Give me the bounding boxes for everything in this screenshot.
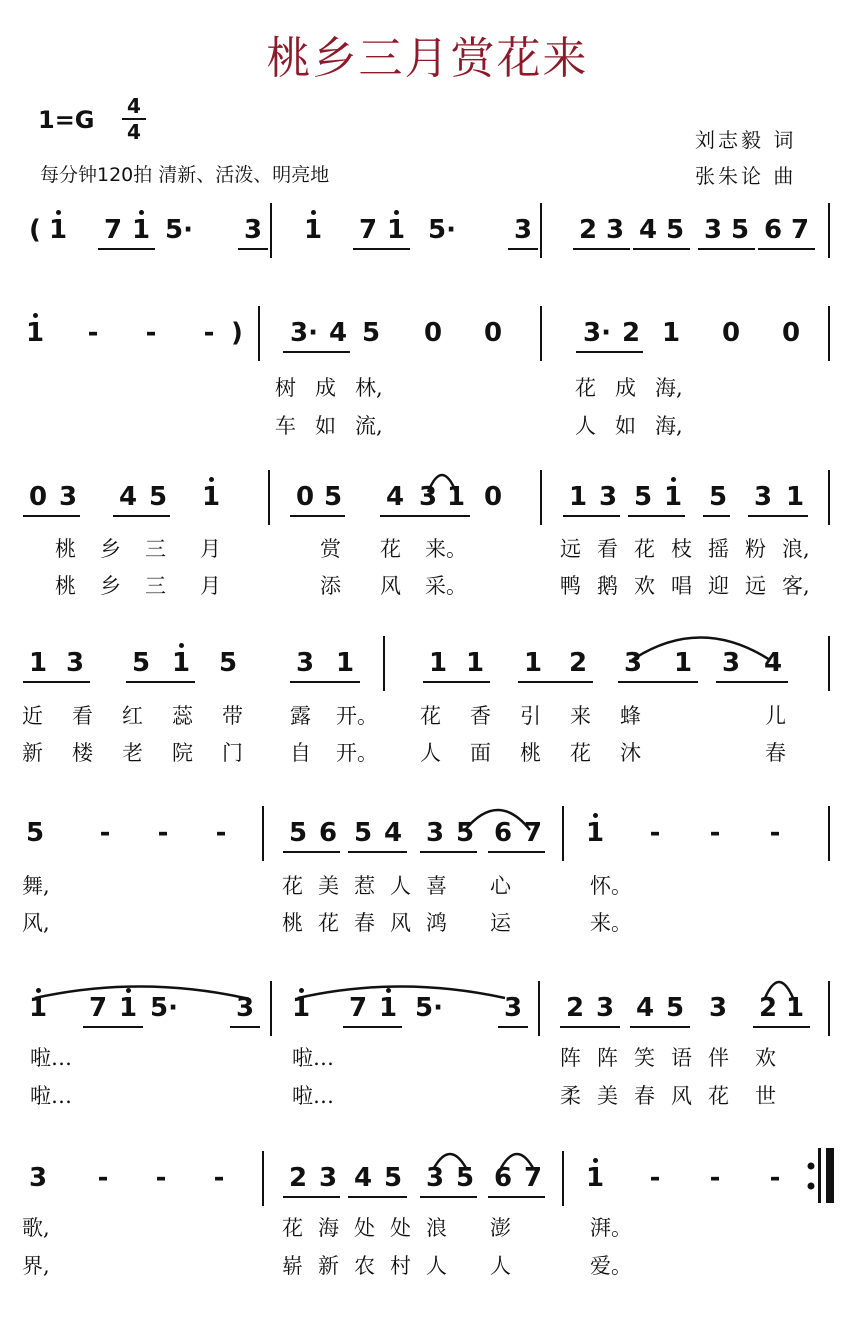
jianpu-note: 1	[661, 318, 681, 348]
slur-mark	[501, 1154, 533, 1168]
slur-mark	[434, 1154, 466, 1168]
lyric-syllable: 粉	[745, 537, 766, 561]
lyric-syllable: 舞,	[22, 874, 50, 898]
jianpu-note: -	[769, 818, 781, 848]
tempo-marking: 每分钟120拍 清新、活泼、明亮地	[40, 164, 330, 186]
jianpu-note: 3	[425, 1163, 445, 1193]
lyric-syllable: 桃	[55, 537, 76, 561]
jianpu-note: 1	[568, 482, 588, 512]
jianpu-note: 1	[386, 215, 406, 245]
jianpu-note: 1	[131, 215, 151, 245]
jianpu-note: 5·	[428, 215, 456, 245]
jianpu-note: 1	[48, 215, 68, 245]
lyric-syllable: 啦…	[292, 1084, 334, 1108]
key-signature: 1=G	[38, 106, 95, 134]
lyric-syllable: 三	[145, 574, 166, 598]
jianpu-note: 5·	[415, 993, 443, 1023]
lyric-syllable: 花	[570, 741, 591, 765]
jianpu-note: 2	[578, 215, 598, 245]
lyric-syllable: 花	[282, 1216, 303, 1240]
lyric-syllable: 花	[282, 874, 303, 898]
lyric-syllable: 唱	[671, 574, 692, 598]
lyric-syllable: 流,	[355, 414, 383, 438]
lyric-syllable: 开。	[336, 704, 378, 728]
jianpu-note: 7	[358, 215, 378, 245]
lyric-syllable: 心	[490, 874, 511, 898]
lyric-syllable: 蕊	[172, 704, 193, 728]
jianpu-note: 3	[623, 648, 643, 678]
lyric-syllable: 蜂	[620, 704, 641, 728]
lyric-syllable: 来。	[425, 537, 467, 561]
lyric-syllable: 春	[354, 911, 375, 935]
jianpu-note: -	[203, 318, 215, 348]
jianpu-note: 3	[513, 215, 533, 245]
jianpu-note: -	[155, 1163, 167, 1193]
jianpu-note: 6	[318, 818, 338, 848]
jianpu-note: 1	[785, 482, 805, 512]
lyric-syllable: 门	[222, 741, 243, 765]
jianpu-note: 3	[65, 648, 85, 678]
lyric-syllable: 桃	[282, 911, 303, 935]
jianpu-note: 0	[483, 318, 503, 348]
lyric-syllable: 花	[318, 911, 339, 935]
lyric-syllable: 摇	[708, 537, 729, 561]
jianpu-note: )	[231, 318, 243, 348]
jianpu-note: 1	[378, 993, 398, 1023]
lyric-syllable: 怀。	[590, 874, 632, 898]
jianpu-note: 1	[465, 648, 485, 678]
jianpu-note: 5	[455, 818, 475, 848]
jianpu-note: -	[97, 1163, 109, 1193]
jianpu-note: 4	[328, 318, 348, 348]
jianpu-note: 5	[148, 482, 168, 512]
lyric-syllable: 林,	[355, 376, 383, 400]
jianpu-note: 5	[131, 648, 151, 678]
composer-credit: 张朱论 曲	[695, 164, 797, 188]
jianpu-note: 3	[243, 215, 263, 245]
slur-mark	[765, 982, 793, 998]
jianpu-note: 3	[721, 648, 741, 678]
lyric-syllable: 鹅	[597, 574, 618, 598]
lyric-syllable: 如	[615, 414, 636, 438]
lyric-syllable: 添	[320, 574, 341, 598]
jianpu-note: 0	[423, 318, 443, 348]
lyric-syllable: 如	[315, 414, 336, 438]
lyric-syllable: 浪	[426, 1216, 447, 1240]
jianpu-note: 3	[295, 648, 315, 678]
jianpu-note: 2	[758, 993, 778, 1023]
lyric-syllable: 车	[275, 414, 296, 438]
jianpu-note: 1	[291, 993, 311, 1023]
lyric-syllable: 人	[390, 874, 411, 898]
jianpu-note: 7	[103, 215, 123, 245]
lyric-syllable: 月	[200, 537, 221, 561]
jianpu-note: 7	[88, 993, 108, 1023]
slur-mark	[632, 638, 770, 661]
lyric-syllable: 喜	[426, 874, 447, 898]
meter-top: 4	[127, 94, 141, 118]
lyric-syllable: 看	[597, 537, 618, 561]
jianpu-note: 0	[781, 318, 801, 348]
jianpu-note: 4	[118, 482, 138, 512]
lyric-syllable: 面	[470, 741, 491, 765]
jianpu-note: 6	[493, 1163, 513, 1193]
jianpu-note: 2	[565, 993, 585, 1023]
song-title: 桃乡三月赏花来	[266, 33, 589, 84]
jianpu-note: -	[769, 1163, 781, 1193]
lyric-syllable: 桃	[520, 741, 541, 765]
lyric-syllable: 农	[354, 1254, 375, 1278]
lyric-syllable: 开。	[336, 741, 378, 765]
jianpu-note: -	[145, 318, 157, 348]
jianpu-note: 5	[730, 215, 750, 245]
lyric-syllable: 花	[708, 1084, 729, 1108]
lyric-syllable: 老	[122, 741, 143, 765]
jianpu-note: 1	[303, 215, 323, 245]
lyric-syllable: 柔	[560, 1084, 581, 1108]
jianpu-note: 4	[353, 1163, 373, 1193]
jianpu-note: 1	[28, 993, 48, 1023]
jianpu-note: 3·	[583, 318, 611, 348]
jianpu-note: 3	[318, 1163, 338, 1193]
lyric-syllable: 惹	[354, 874, 375, 898]
lyric-syllable: 枝	[671, 537, 692, 561]
lyric-syllable: 自	[290, 741, 311, 765]
jianpu-note: -	[87, 318, 99, 348]
lyric-syllable: 花	[380, 537, 401, 561]
lyric-syllable: 人	[575, 414, 596, 438]
jianpu-note: 5	[361, 318, 381, 348]
jianpu-note: 5	[665, 993, 685, 1023]
lyric-syllable: 美	[318, 874, 339, 898]
lyric-syllable: 来。	[590, 911, 632, 935]
jianpu-note: 2	[621, 318, 641, 348]
jianpu-note: 3	[58, 482, 78, 512]
lyric-syllable: 海	[318, 1216, 339, 1240]
slur-mark	[465, 810, 530, 830]
jianpu-note: 1	[446, 482, 466, 512]
lyric-syllable: 成	[315, 376, 336, 400]
lyric-syllable: 风	[390, 911, 411, 935]
lyric-syllable: 风,	[22, 911, 50, 935]
lyric-syllable: 迎	[708, 574, 729, 598]
lyric-syllable: 运	[490, 911, 511, 935]
jianpu-note: 0	[721, 318, 741, 348]
lyric-syllable: 浪,	[782, 537, 810, 561]
jianpu-note: 3	[598, 482, 618, 512]
lyric-syllable: 新	[318, 1254, 339, 1278]
jianpu-note: 1	[118, 993, 138, 1023]
jianpu-note: 7	[790, 215, 810, 245]
jianpu-note: 4	[763, 648, 783, 678]
lyric-syllable: 人	[426, 1254, 447, 1278]
lyric-syllable: 楼	[72, 741, 93, 765]
jianpu-note: 3	[595, 993, 615, 1023]
jianpu-note: 7	[523, 818, 543, 848]
jianpu-note: 5	[383, 1163, 403, 1193]
lyric-syllable: 爱。	[590, 1254, 632, 1278]
lyric-syllable: 花	[575, 376, 596, 400]
lyric-syllable: 语	[671, 1046, 692, 1070]
jianpu-note: 5	[288, 818, 308, 848]
jianpu-note: -	[649, 1163, 661, 1193]
jianpu-note: 6	[763, 215, 783, 245]
lyricist-credit: 刘志毅 词	[695, 128, 797, 152]
lyric-syllable: 处	[354, 1216, 375, 1240]
lyric-syllable: 三	[145, 537, 166, 561]
jianpu-note: 3	[425, 818, 445, 848]
lyric-syllable: 春	[634, 1084, 655, 1108]
lyric-syllable: 海,	[655, 414, 683, 438]
lyric-syllable: 赏	[320, 537, 341, 561]
jianpu-note: 3	[753, 482, 773, 512]
lyric-syllable: 花	[634, 537, 655, 561]
lyric-syllable: 界,	[22, 1254, 50, 1278]
lyric-syllable: 歌,	[22, 1216, 50, 1240]
lyric-syllable: 远	[745, 574, 766, 598]
repeat-dot	[808, 1183, 815, 1190]
jianpu-note: 0	[28, 482, 48, 512]
lyric-syllable: 乡	[100, 537, 121, 561]
lyric-syllable: 崭	[282, 1254, 303, 1278]
jianpu-note: 1	[523, 648, 543, 678]
jianpu-note: 3	[418, 482, 438, 512]
meter-bottom: 4	[127, 120, 141, 144]
lyric-syllable: 欢	[634, 574, 655, 598]
lyric-syllable: 露	[290, 704, 311, 728]
jianpu-note: 1	[335, 648, 355, 678]
jianpu-note: 1	[585, 1163, 605, 1193]
jianpu-note: 5	[665, 215, 685, 245]
jianpu-note: 5	[218, 648, 238, 678]
jianpu-note: 1	[663, 482, 683, 512]
jianpu-note: 3	[28, 1163, 48, 1193]
lyric-syllable: 桃	[55, 574, 76, 598]
jianpu-note: 3	[703, 215, 723, 245]
jianpu-note: 5·	[165, 215, 193, 245]
jianpu-note: 3	[503, 993, 523, 1023]
jianpu-note: -	[709, 818, 721, 848]
slur-mark	[428, 475, 456, 492]
lyric-syllable: 风	[671, 1084, 692, 1108]
lyric-syllable: 啦…	[30, 1084, 72, 1108]
lyric-syllable: 远	[560, 537, 581, 561]
lyric-syllable: 树	[275, 376, 296, 400]
jianpu-note: 3	[605, 215, 625, 245]
lyric-syllable: 处	[390, 1216, 411, 1240]
lyric-syllable: 人	[490, 1254, 511, 1278]
jianpu-note: -	[213, 1163, 225, 1193]
lyric-syllable: 引	[520, 704, 541, 728]
lyric-syllable: 笑	[634, 1046, 655, 1070]
lyric-syllable: 沐	[620, 741, 641, 765]
jianpu-note: 5	[25, 818, 45, 848]
jianpu-note: -	[157, 818, 169, 848]
lyric-syllable: 采。	[425, 574, 467, 598]
lyric-syllable: 月	[200, 574, 221, 598]
jianpu-note: 5	[708, 482, 728, 512]
jianpu-note: 5	[633, 482, 653, 512]
jianpu-note: 3·	[290, 318, 318, 348]
jianpu-note: 0	[295, 482, 315, 512]
lyric-syllable: 美	[597, 1084, 618, 1108]
lyric-syllable: 新	[22, 741, 43, 765]
lyric-syllable: 近	[22, 704, 43, 728]
jianpu-note: 1	[785, 993, 805, 1023]
lyric-syllable: 湃。	[590, 1216, 632, 1240]
jianpu-note: -	[215, 818, 227, 848]
lyric-syllable: 看	[72, 704, 93, 728]
jianpu-note: 4	[638, 215, 658, 245]
jianpu-note: 3	[235, 993, 255, 1023]
lyric-syllable: 欢	[755, 1046, 776, 1070]
jianpu-note: 7	[523, 1163, 543, 1193]
jianpu-note: 4	[383, 818, 403, 848]
final-barline-thick	[826, 1148, 834, 1203]
jianpu-note: 1	[25, 318, 45, 348]
lyric-syllable: 阵	[560, 1046, 581, 1070]
jianpu-note: 5·	[150, 993, 178, 1023]
lyric-syllable: 鸭	[560, 574, 581, 598]
jianpu-note: 1	[28, 648, 48, 678]
lyric-syllable: 客,	[782, 574, 810, 598]
jianpu-note: 7	[348, 993, 368, 1023]
lyric-syllable: 世	[755, 1084, 776, 1108]
jianpu-note: -	[99, 818, 111, 848]
lyric-syllable: 来	[570, 704, 591, 728]
jianpu-note: 5	[353, 818, 373, 848]
slur-mark	[298, 987, 505, 999]
slur-mark	[35, 987, 245, 999]
lyric-syllable: 海,	[655, 376, 683, 400]
lyric-syllable: 澎	[490, 1216, 511, 1240]
jianpu-note: 4	[635, 993, 655, 1023]
jianpu-note: (	[29, 215, 41, 245]
lyric-syllable: 鸿	[426, 911, 447, 935]
jianpu-note: 5	[323, 482, 343, 512]
lyric-syllable: 伴	[708, 1046, 729, 1070]
jianpu-note: 4	[385, 482, 405, 512]
jianpu-note: 1	[585, 818, 605, 848]
jianpu-note: 6	[493, 818, 513, 848]
lyric-syllable: 带	[222, 704, 243, 728]
lyric-syllable: 啦…	[292, 1046, 334, 1070]
jianpu-note: -	[649, 818, 661, 848]
lyric-syllable: 儿	[765, 704, 786, 728]
jianpu-note: 1	[673, 648, 693, 678]
final-barline-thin	[818, 1148, 821, 1203]
jianpu-note: 1	[201, 482, 221, 512]
repeat-dot	[808, 1163, 815, 1170]
lyric-syllable: 院	[172, 741, 193, 765]
lyric-syllable: 成	[615, 376, 636, 400]
jianpu-note: 3	[708, 993, 728, 1023]
lyric-syllable: 人	[420, 741, 441, 765]
jianpu-note: -	[709, 1163, 721, 1193]
lyric-syllable: 红	[122, 704, 143, 728]
jianpu-note: 1	[428, 648, 448, 678]
jianpu-note: 2	[568, 648, 588, 678]
lyric-syllable: 啦…	[30, 1046, 72, 1070]
lyric-syllable: 风	[380, 574, 401, 598]
lyric-syllable: 村	[390, 1254, 411, 1278]
lyric-syllable: 乡	[100, 574, 121, 598]
lyric-syllable: 春	[765, 741, 786, 765]
lyric-syllable: 阵	[597, 1046, 618, 1070]
jianpu-note: 2	[288, 1163, 308, 1193]
lyric-syllable: 香	[470, 704, 491, 728]
jianpu-note: 1	[171, 648, 191, 678]
lyric-syllable: 花	[420, 704, 441, 728]
jianpu-note: 0	[483, 482, 503, 512]
jianpu-note: 5	[455, 1163, 475, 1193]
